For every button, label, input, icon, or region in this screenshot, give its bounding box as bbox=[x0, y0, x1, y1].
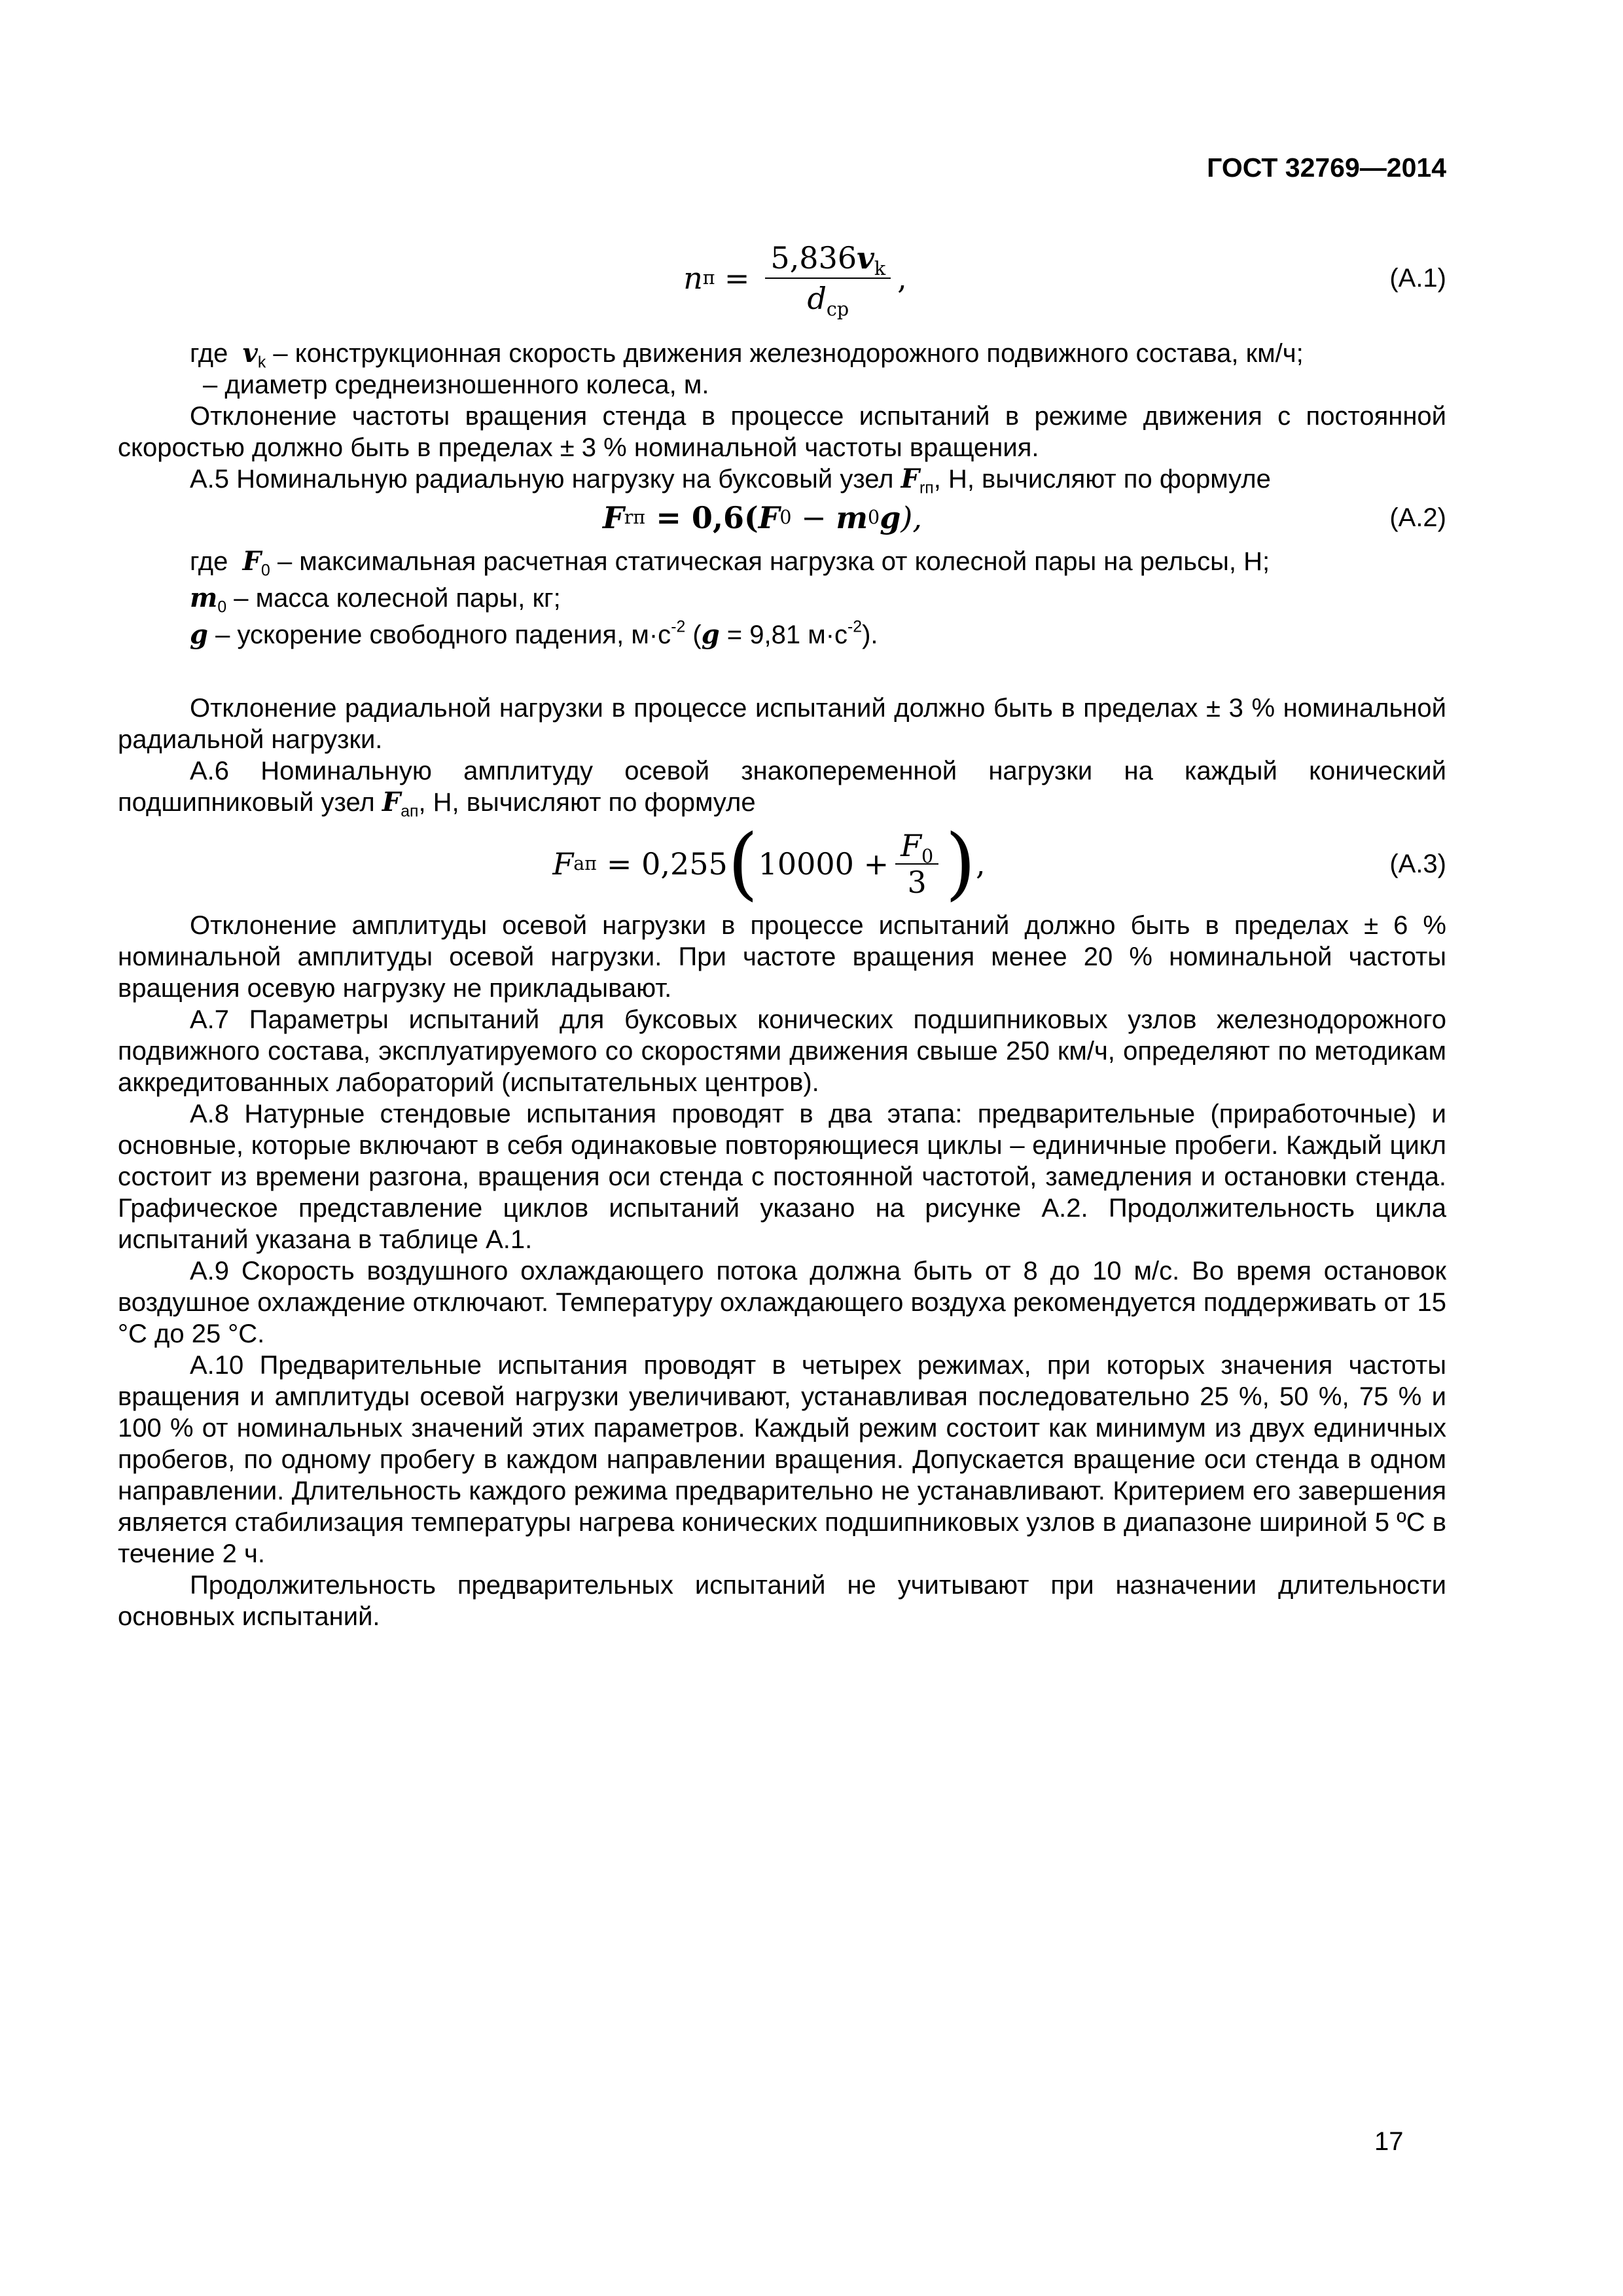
formula-a2-close: ), bbox=[901, 500, 922, 535]
paragraph-a6-end: , Н, вычисляют по формуле bbox=[418, 788, 756, 817]
paragraph-a6-sub: aп bbox=[401, 802, 419, 821]
formula-a3-right-paren: ) bbox=[945, 818, 976, 909]
formula-a3-numerator bbox=[895, 828, 938, 867]
paragraph-a10: А.10 Предварительные испытания проводят в четырех режимах, при которых значения частоты вращения и амплитуды осевой нагрузки увеличивают, устанавливая последовательно 25 %, 50 %, 75 % и 100 % от номинальных значений этих параметров. Каждый режим состоит как минимум из двух единичных пробегов, по одному пробегу в каждом направлении вращения. Допускается вращение оси стенда в одном направлении. Длительность каждого режима предварительно не устанавливают. Критерием его завершения является стабилизация температуры нагрева конических подшипниковых узлов в диапазоне шириной 5 ºС в течение 2 ч. bbox=[118, 1351, 1446, 1568]
legend-a2-row2 bbox=[190, 580, 1446, 617]
formula-a2 bbox=[79, 495, 1446, 541]
formula-a2-g: g bbox=[880, 500, 901, 535]
formula-a3-number: (А.3) bbox=[1389, 850, 1446, 878]
legend-a2-var2: m bbox=[190, 583, 218, 613]
legend-a1-var1-sub: k bbox=[257, 353, 266, 372]
standard-designation: ГОСТ 32769—2014 bbox=[1207, 152, 1446, 183]
legend-a2-var1-sub: 0 bbox=[261, 562, 270, 580]
legend-a2-desc3c: = 9,81 м·с bbox=[719, 620, 848, 649]
legend-a2-var2-sub: 0 bbox=[217, 598, 227, 617]
formula-a1-fraction bbox=[765, 240, 891, 320]
formula-a1-num-sub: k bbox=[874, 257, 886, 279]
paragraph-a5-sub: rп bbox=[919, 479, 934, 497]
legend-a2 bbox=[118, 543, 1446, 653]
paragraph-preliminary-duration: Продолжительность предварительных испытаний не учитывают при назначении длительности основных испытаний. bbox=[118, 1571, 1446, 1631]
legend-a2-desc3a: – ускорение свободного падения, м·с bbox=[207, 620, 671, 649]
formula-a2-m0: m bbox=[836, 500, 868, 535]
paragraph-axial-deviation: Отклонение амплитуды осевой нагрузки в процессе испытаний должно быть в пределах ± 6 % номинальной амплитуды осевой нагрузки. При частоте вращения менее 20 % номинальной частоты вращения осевую нагрузку не прикладывают. bbox=[118, 911, 1446, 1003]
formula-a2-lhs: F bbox=[603, 500, 624, 535]
paragraph-radial-deviation: Отклонение радиальной нагрузки в процессе испытаний должно быть в пределах ± 3 % номинальной радиальной нагрузки. bbox=[118, 694, 1446, 754]
legend-a2-row3 bbox=[190, 617, 1446, 653]
legend-a2-desc1: – максимальная расчетная статическая нагрузка от колесной пары на рельсы, Н; bbox=[270, 547, 1270, 576]
legend-a2-desc2: – масса колесной пары, кг; bbox=[226, 584, 561, 613]
formula-a2-number: (А.2) bbox=[1389, 503, 1446, 532]
paragraph-a5 bbox=[118, 463, 1446, 495]
legend-a2-var1: F bbox=[242, 546, 262, 577]
formula-a2-minus: − bbox=[791, 500, 836, 535]
legend-a2-desc3b: ( bbox=[685, 620, 702, 649]
paragraph-rotation-deviation: Отклонение частоты вращения стенда в процессе испытаний в режиме движения с постоянной скоростью должно быть в пределах ± 3 % номинальной частоты вращения. bbox=[118, 402, 1446, 462]
legend-a1-var1: v bbox=[242, 338, 258, 368]
formula-a1-den-var: d bbox=[807, 281, 827, 316]
formula-a3-coef: = 0,255 bbox=[597, 846, 728, 882]
legend-a2-desc3-exp: -2 bbox=[671, 618, 686, 636]
formula-a1-coef: 5,836 bbox=[770, 240, 857, 276]
formula-a2-coef: = 0,6( bbox=[645, 500, 758, 535]
formula-a3-left-paren: ( bbox=[727, 818, 758, 909]
formula-a3-num-var: F bbox=[901, 828, 922, 863]
paragraph-a9: А.9 Скорость воздушного охлаждающего потока должна быть от 8 до 10 м/с. Во время остановок воздушное охлаждение отключают. Температуру охлаждающего воздуха рекомендуется поддерживать от 15 °С до 25 °С. bbox=[118, 1257, 1446, 1348]
legend-a1-row2 bbox=[190, 369, 1446, 401]
document-body bbox=[118, 229, 1446, 1632]
formula-a2-expression: F rп = 0,6( F 0 − m 0 g ), bbox=[603, 500, 922, 535]
formula-a3-lhs: F bbox=[552, 846, 574, 882]
legend-a2-where: где bbox=[190, 547, 228, 576]
legend-a1 bbox=[118, 338, 1446, 401]
paragraph-a5-end: , Н, вычисляют по формуле bbox=[933, 465, 1271, 493]
formula-a1 bbox=[144, 229, 1446, 327]
paragraph-a8: А.8 Натурные стендовые испытания проводят в два этапа: предварительные (приработочные) и основные, которые включают в себя одинаковые повторяющиеся циклы – единичные пробеги. Каждый цикл состоит из времени разгона, вращения оси стенда с постоянной частотой, замедления и остановки стенда. Графическое представление циклов испытаний указано на рисунке А.2. Продолжительность цикла испытаний указана в таблице А.1. bbox=[118, 1100, 1446, 1254]
formula-a1-lhs: n bbox=[683, 260, 703, 296]
formula-a1-num-var: v bbox=[857, 240, 874, 276]
formula-a3-comma: , bbox=[976, 846, 986, 882]
paragraph-a6-text: А.6 Номинальную амплитуду осевой знакопеременной нагрузки на каждый конический подшипниковый узел bbox=[118, 757, 1446, 817]
formula-a3-inner: 10000 + bbox=[758, 846, 889, 882]
formula-a2-f0: F bbox=[758, 500, 780, 535]
legend-a2-desc3d: ). bbox=[862, 620, 878, 649]
formula-a1-number: (А.1) bbox=[1389, 264, 1446, 293]
legend-a2-desc3-g: g bbox=[701, 619, 720, 650]
formula-a3 bbox=[92, 818, 1446, 910]
formula-a1-den-sub: ср bbox=[826, 298, 849, 320]
paragraph-a7: А.7 Параметры испытаний для буксовых конических подшипниковых узлов железнодорожного подвижного состава, эксплуатируемого со скоростями движения свыше 250 км/ч, определяют по методикам аккредитованных лабораторий (испытательных центров). bbox=[118, 1005, 1446, 1097]
paragraph-a5-text: А.5 Номинальную радиальную нагрузку на буксовый узел bbox=[190, 465, 901, 493]
legend-a1-desc2: – диаметр среднеизношенного колеса, м. bbox=[203, 370, 709, 399]
paragraph-a5-var: F bbox=[901, 463, 920, 494]
formula-a1-comma: , bbox=[897, 260, 907, 296]
formula-a3-denominator: 3 bbox=[907, 865, 927, 900]
formula-a1-expression: n п = $\frac{5,836v_k}{d_{ср}}$ , bbox=[683, 240, 907, 320]
legend-a2-var3: g bbox=[190, 619, 208, 650]
formula-a3-expression: F aп = 0,255 ( 10000 + $\frac{F_0}{3}$ ) , bbox=[552, 818, 986, 909]
legend-a1-row1 bbox=[190, 338, 1446, 372]
formula-a3-num-sub: 0 bbox=[921, 845, 934, 867]
paragraph-a6 bbox=[118, 755, 1446, 821]
paragraph-a6-var: F bbox=[382, 787, 401, 817]
formula-a1-denominator bbox=[802, 279, 854, 320]
legend-a1-desc1: – конструкционная скорость движения железнодорожного подвижного состава, км/ч; bbox=[266, 339, 1304, 368]
legend-a1-where: где bbox=[190, 339, 228, 368]
legend-a2-row1 bbox=[190, 543, 1446, 580]
page-number: 17 bbox=[1374, 2127, 1404, 2156]
formula-a3-fraction bbox=[895, 828, 938, 900]
legend-a2-desc3-exp2: -2 bbox=[847, 618, 863, 636]
formula-a1-numerator bbox=[765, 241, 891, 279]
